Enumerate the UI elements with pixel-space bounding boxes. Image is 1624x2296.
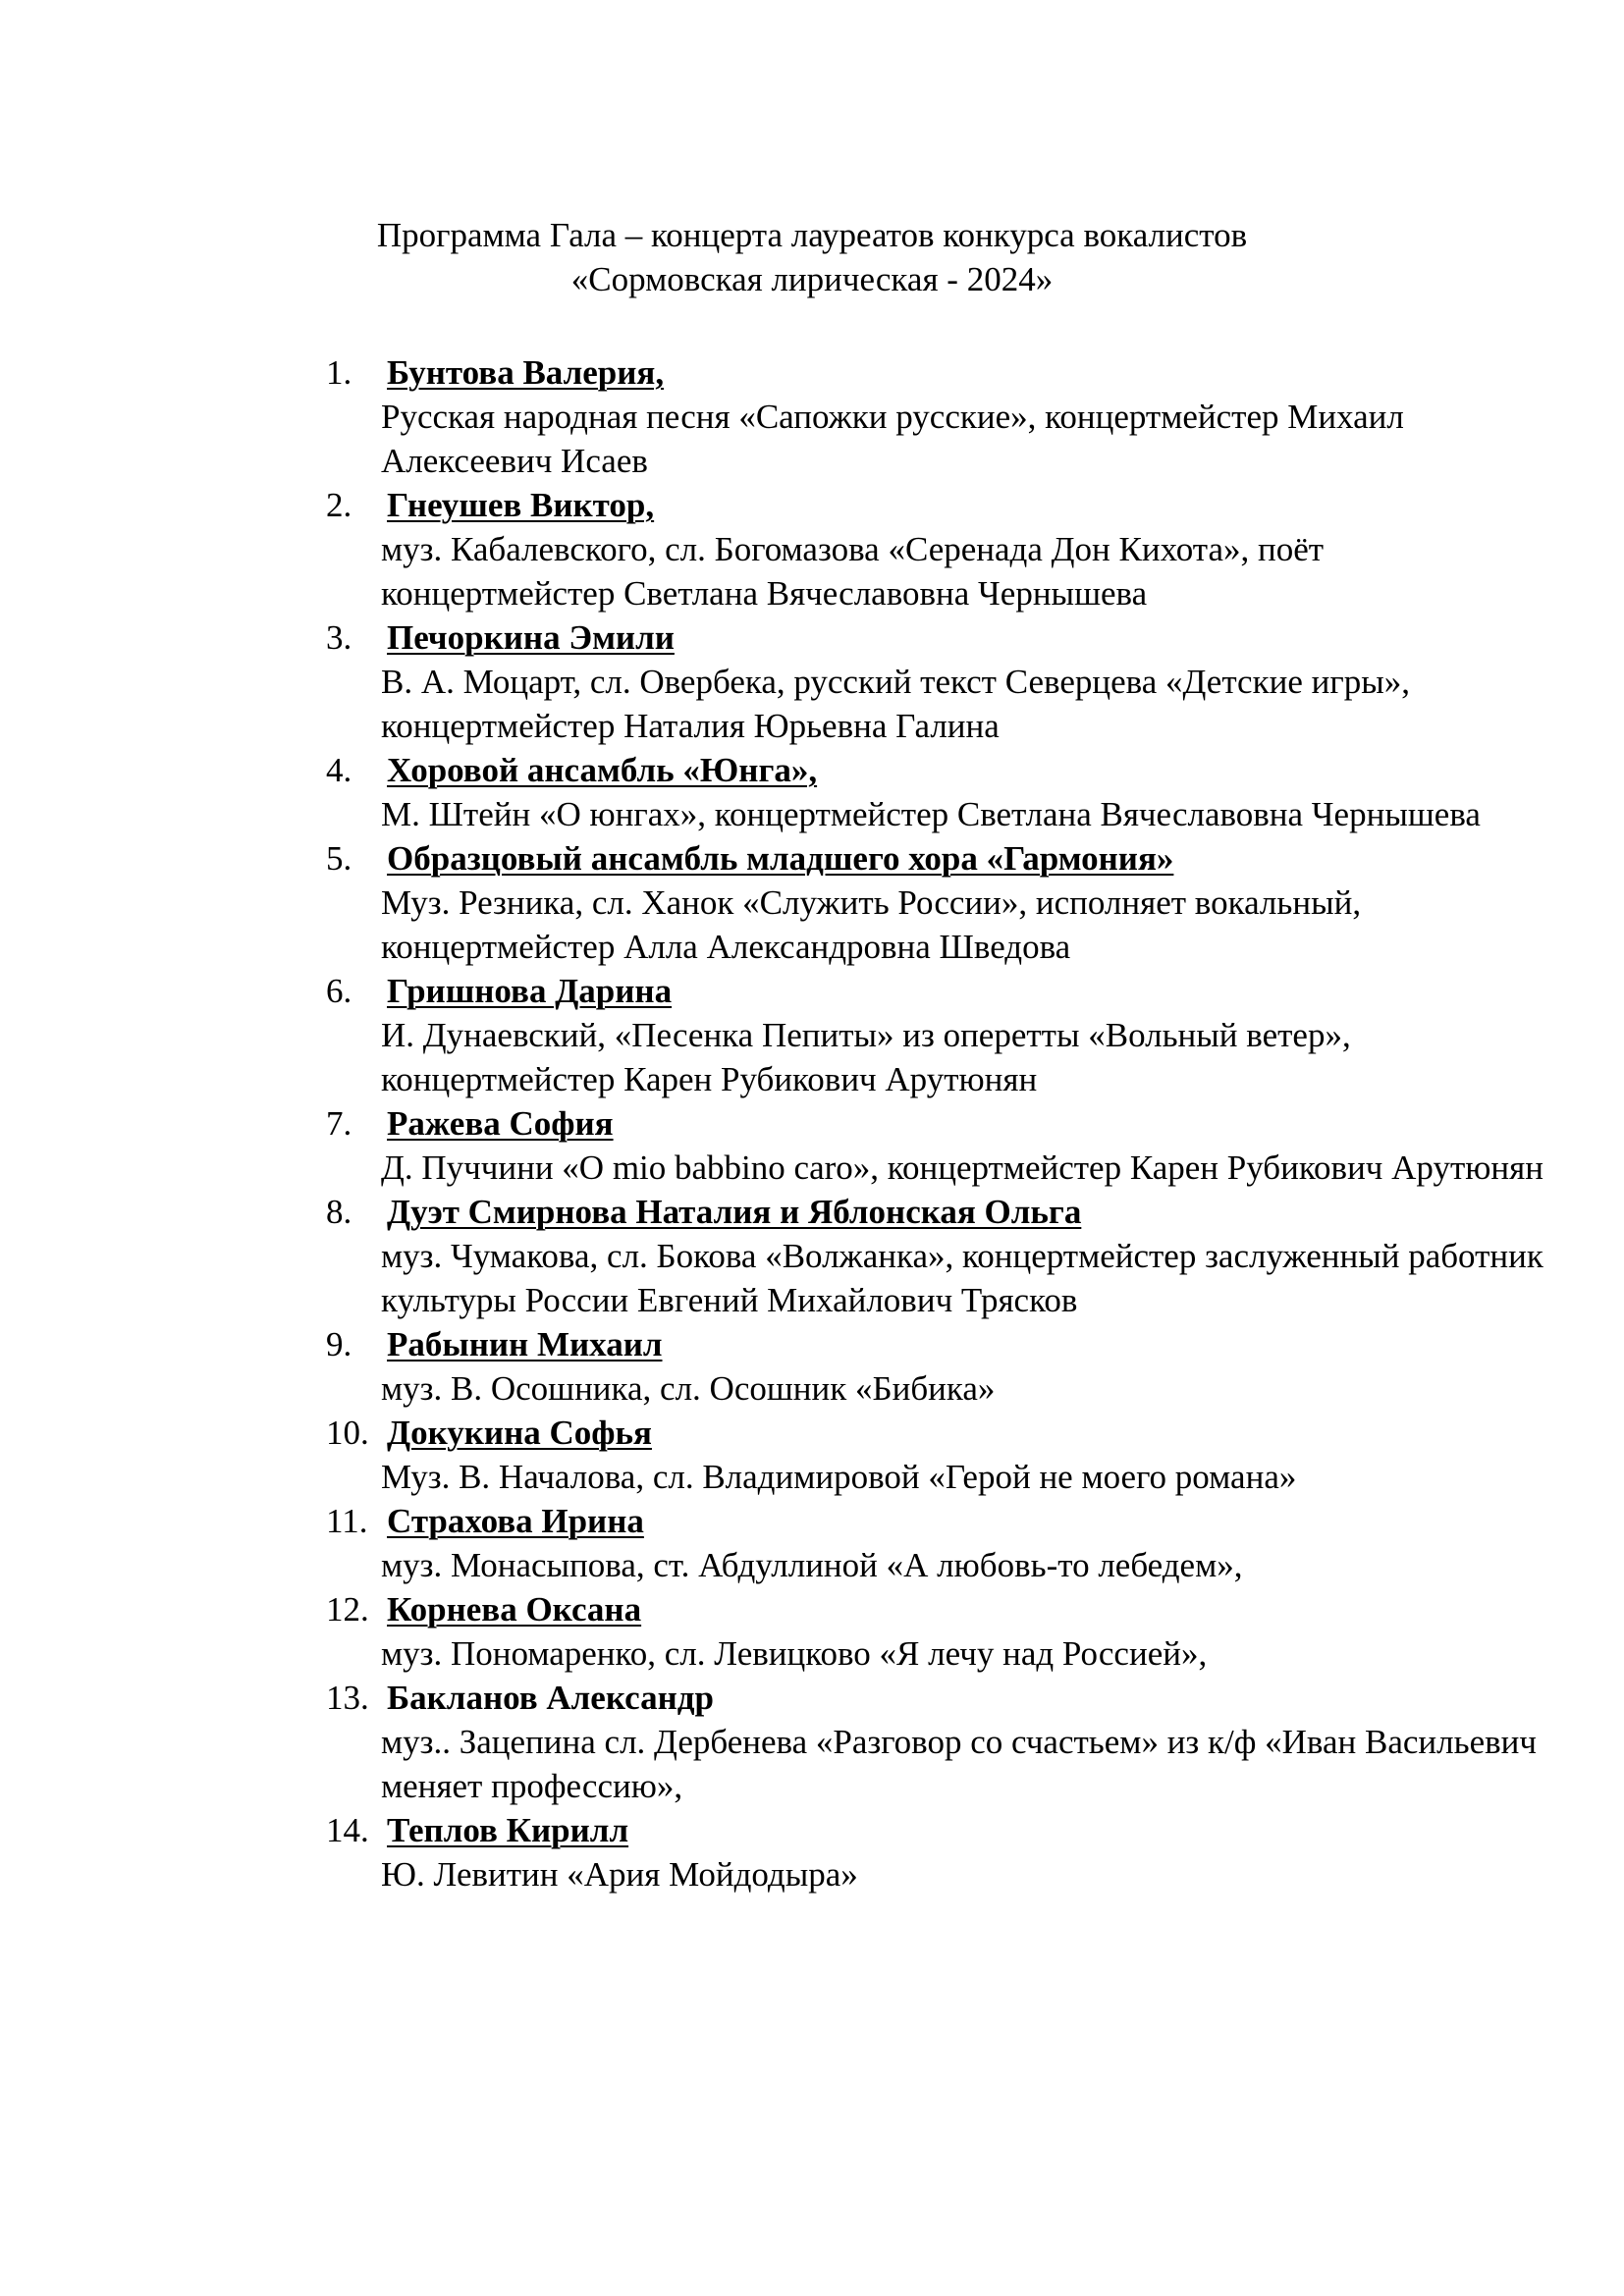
entry-number: 10. [326,1414,369,1452]
program-title [0,213,1624,301]
performance-details: муз. Кабалевского, сл. Богомазова «Серенада Дон Кихота», поёт концертмейстер Светлана Вячеславовна Чернышева [381,530,1325,613]
performance-details: муз. Пономаренко, сл. Левицково «Я лечу над Россией», [381,1634,1208,1673]
entry-number: 6. [326,972,352,1010]
performance-details: Муз. Резника, сл. Ханок «Служить России», исполняет вокальный, концертмейстер Алла Александровна Шведова [381,883,1362,966]
entry-number: 8. [326,1193,352,1231]
performer-name: Бунтова Валерия, [387,353,665,392]
program-entry [326,1190,1543,1322]
entry-number: 4. [326,751,352,789]
performance-details: муз.. Зацепина сл. Дербенева «Разговор со счастьем» из к/ф «Иван Васильевич меняет профессию», [381,1723,1537,1805]
entry-number: 7. [326,1104,352,1143]
performer-name: Ражева София [387,1104,614,1143]
performance-details: Д. Пуччини «O mio babbino caro», концертмейстер Карен Рубикович Арутюнян [381,1148,1543,1187]
program-entry [326,1676,1543,1808]
program-entry [326,483,1543,615]
program-entry [326,748,1543,836]
performance-details: В. А. Моцарт, сл. Овербека, русский текст Северцева «Детские игры», концертмейстер Наталия Юрьевна Галина [381,663,1410,745]
entry-number: 2. [326,486,352,524]
entry-number: 9. [326,1325,352,1363]
performer-name: Бакланов Александр [387,1679,714,1717]
performance-details: муз. Чумакова, сл. Бокова «Волжанка», концертмейстер заслуженный работник культуры России Евгений Михайлович Трясков [381,1237,1543,1319]
entry-number: 11. [326,1502,368,1540]
program-entry [326,1587,1543,1676]
performer-name: Хоровой ансамбль «Юнга», [387,751,818,789]
entry-number: 13. [326,1679,369,1717]
program-entry [326,1808,1543,1896]
entry-number: 12. [326,1590,369,1629]
performer-name: Докукина Софья [387,1414,652,1452]
performer-name: Страхова Ирина [387,1502,644,1540]
program-entry [326,969,1543,1101]
program-title-line-1: Программа Гала – концерта лауреатов конкурса вокалистов [376,216,1248,254]
program-entry [326,836,1543,969]
performance-details: муз. В. Осошника, сл. Осошник «Бибика» [381,1369,996,1408]
performance-details: Ю. Левитин «Ария Мойдодыра» [381,1855,858,1894]
performer-name: Теплов Кирилл [387,1811,629,1849]
performer-name: Рабынин Михаил [387,1325,663,1363]
performance-details: Русская народная песня «Сапожки русские», концертмейстер Михаил Алексеевич Исаев [381,398,1404,480]
performance-details: муз. Монасыпова, ст. Абдуллиной «А любовь-то лебедем», [381,1546,1243,1584]
performer-name: Дуэт Смирнова Наталия и Яблонская Ольга [387,1193,1082,1231]
program-entry [326,1411,1543,1499]
performer-name: Корнева Оксана [387,1590,642,1629]
program-title-line-2: «Сормовская лирическая - 2024» [570,260,1054,298]
entry-number: 3. [326,618,352,657]
performance-details: М. Штейн «О юнгах», концертмейстер Светлана Вячеславовна Чернышева [381,795,1481,833]
performer-name: Образцовый ансамбль младшего хора «Гармония» [387,839,1174,878]
performer-name: Гришнова Дарина [387,972,673,1010]
program-entry [326,1322,1543,1411]
program-entry [326,350,1543,483]
performer-name: Гнеушев Виктор, [387,486,655,524]
program-entry [326,615,1543,748]
program-entry [326,1101,1543,1190]
program-list [326,350,1543,1896]
program-entry [326,1499,1543,1587]
performer-name: Печоркина Эмили [387,618,675,657]
entry-number: 5. [326,839,352,878]
performance-details: Муз. В. Началова, сл. Владимировой «Герой не моего романа» [381,1458,1297,1496]
entry-number: 1. [326,353,352,392]
performance-details: И. Дунаевский, «Песенка Пепиты» из оперетты «Вольный ветер», концертмейстер Карен Рубикович Арутюнян [381,1016,1351,1098]
entry-number: 14. [326,1811,369,1849]
